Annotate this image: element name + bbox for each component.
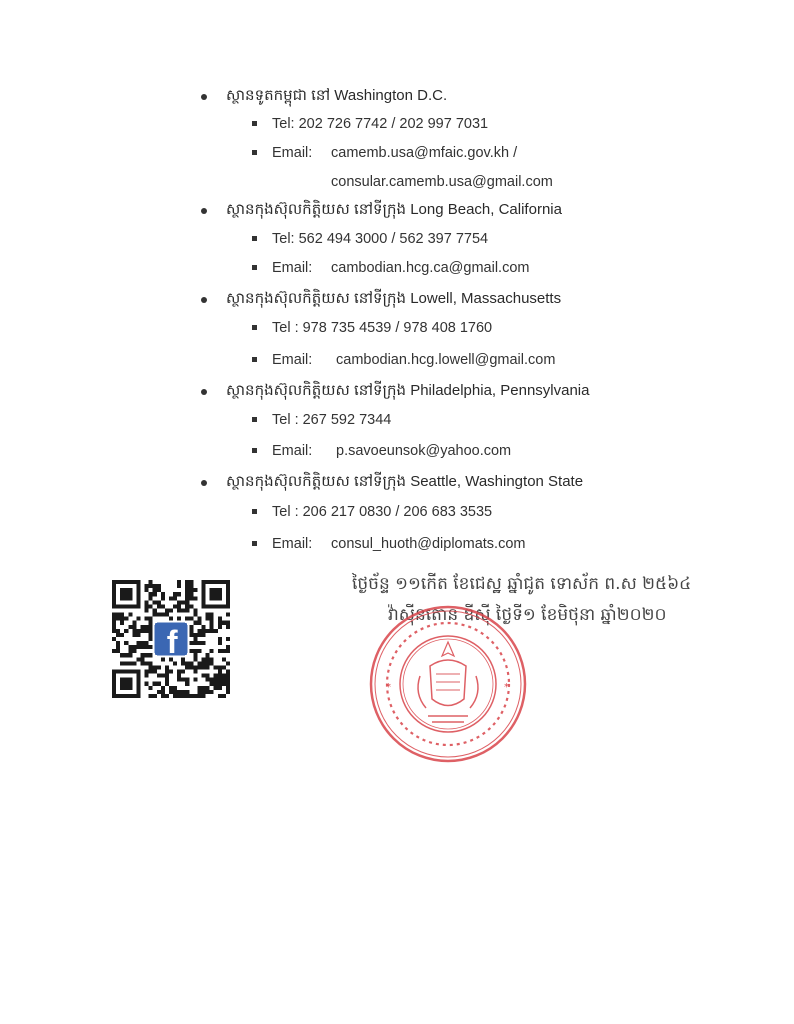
email-label: Email: <box>272 352 313 368</box>
bullet <box>252 121 257 126</box>
bullet <box>252 509 257 514</box>
email-label: Email: <box>272 145 313 161</box>
office-name: ស្ថានកុងស៊ុលកិត្តិយស នៅទីក្រុង Long Beach, California <box>226 201 562 218</box>
email-label: Email: <box>272 443 313 459</box>
svg-text:f: f <box>166 623 178 660</box>
office-name: ស្ថានកុងស៊ុលកិត្តិយស នៅទីក្រុង Lowell, Massachusetts <box>226 290 562 307</box>
svg-text:*: * <box>504 682 509 693</box>
bullet <box>252 541 257 546</box>
bullet <box>252 265 257 270</box>
office-name: ស្ថានកុងស៊ុលកិត្តិយស នៅទីក្រុង Philadelphia, Pennsylvania <box>226 382 590 399</box>
bullet <box>252 417 257 422</box>
email-link[interactable]: camemb.usa@mfaic.gov.kh / <box>331 145 518 161</box>
bullet <box>252 236 257 241</box>
bullet <box>252 357 257 362</box>
bullet <box>201 94 207 100</box>
office-name: ស្ថានកុងស៊ុលកិត្តិយស នៅទីក្រុង Seattle, Washington State <box>226 473 584 490</box>
tel-text: Tel : 267 592 7344 <box>272 412 392 428</box>
tel-text: Tel: 202 726 7742 / 202 997 7031 <box>272 116 489 132</box>
date-line-gregorian: វ៉ាស៊ីនតោន ឌីស៊ី ថ្ងៃទី១ ខែមិថុនា ឆ្នាំ២០២០ <box>388 605 667 625</box>
email-link[interactable]: consul_huoth@diplomats.com <box>331 536 526 552</box>
email-link[interactable]: p.savoeunsok@yahoo.com <box>336 443 512 459</box>
tel-text: Tel : 206 217 0830 / 206 683 3535 <box>272 504 493 520</box>
bullet <box>252 325 257 330</box>
office-name: ស្ថានទូតកម្ពុជា នៅ Washington D.C. <box>226 87 448 104</box>
tel-text: Tel: 562 494 3000 / 562 397 7754 <box>272 231 489 247</box>
facebook-icon <box>153 621 190 660</box>
bullet <box>201 480 207 486</box>
date-line-lunar: ថ្ងៃច័ន្ទ ១១កើត ខែជេស្ឋ ឆ្នាំជូត ទោស័ក ព.ស ២៥៦៤ <box>352 574 692 594</box>
email-label: Email: <box>272 536 313 552</box>
bullet <box>252 150 257 155</box>
email-link[interactable]: cambodian.hcg.lowell@gmail.com <box>336 352 556 368</box>
bullet <box>201 389 207 395</box>
bullet <box>201 297 207 303</box>
email-label: Email: <box>272 260 313 276</box>
embassy-seal <box>368 604 528 764</box>
bullet <box>201 208 207 214</box>
email-link-continued[interactable]: consular.camemb.usa@gmail.com <box>331 174 553 190</box>
bullet <box>252 448 257 453</box>
facebook-qr-code[interactable] <box>112 580 230 698</box>
svg-text:*: * <box>386 682 391 693</box>
tel-text: Tel : 978 735 4539 / 978 408 1760 <box>272 320 493 336</box>
email-link[interactable]: cambodian.hcg.ca@gmail.com <box>331 260 530 276</box>
